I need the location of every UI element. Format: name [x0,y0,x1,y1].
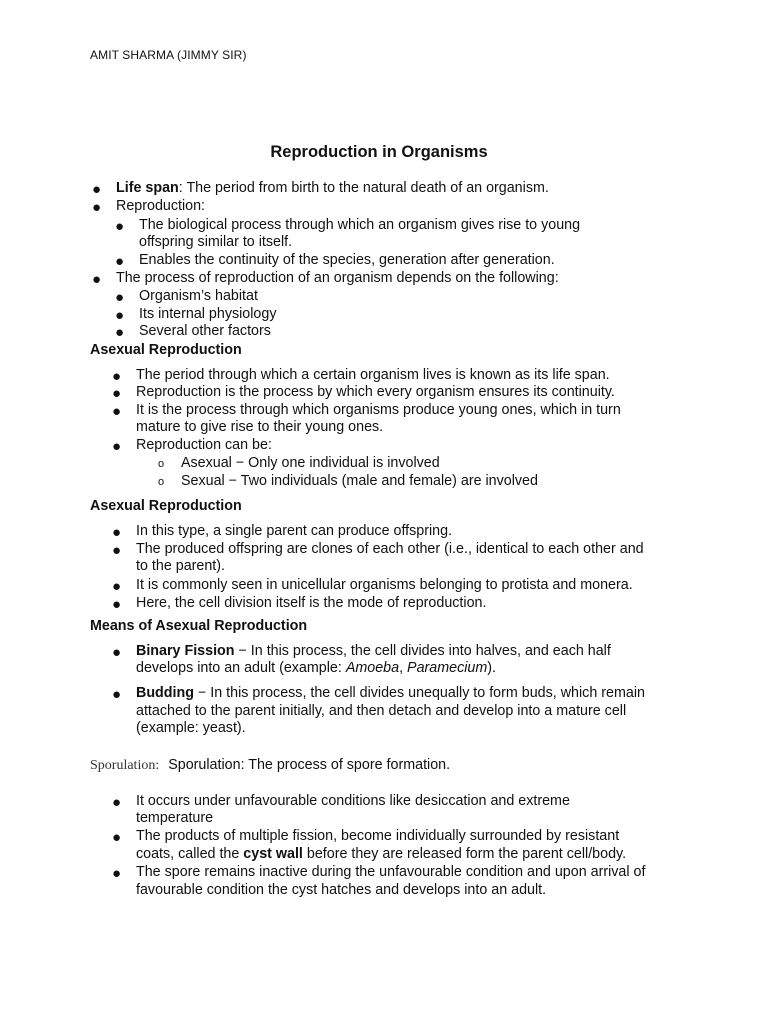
life-span-term: Life span [116,180,179,196]
bullet-icon: ● [92,199,102,216]
bullet-icon: ● [112,578,122,595]
example-separator: , [399,660,408,676]
budding-line2: attached to the parent initially, and then detach and develop into a mature cell [136,703,627,719]
section-heading: Means of Asexual Reproduction [90,618,308,634]
list-item: The period through which a certain organism lives is known as its life span. [136,367,610,383]
example-prefix: develops into an adult (example: [136,660,346,676]
bullet-icon: ● [112,403,122,420]
list-item: In this type, a single parent can produce offspring. [136,523,453,539]
bullet-icon: ● [112,794,122,811]
sporulation-label: Sporulation: [90,758,160,773]
sporulation-item3-line1: The spore remains inactive during the unfavourable condition and upon arrival of [136,864,646,880]
reproduction-sub2: Enables the continuity of the species, generation after generation. [139,252,555,268]
author-header: AMIT SHARMA (JIMMY SIR) [90,48,247,62]
section-heading: Asexual Reproduction [90,498,242,514]
sporulation-row [90,757,450,775]
sporulation-item2-line2 [136,846,626,864]
list-item-continuation: mature to give rise to their young ones. [136,419,384,435]
cyst-wall-term: cyst wall [243,846,303,862]
binary-fission-example [136,660,496,678]
reproduction-type: Asexual − Only one individual is involved [181,455,440,471]
example-amoeba: Amoeba [345,660,400,676]
bullet-icon: ● [115,307,125,324]
bullet-icon: ● [112,438,122,455]
circle-bullet-icon: o [158,476,165,488]
reproduction-sub1-line1: The biological process through which an organism gives rise to young [139,217,581,233]
list-item: Reproduction is the process by which every organism ensures its continuity. [136,384,615,400]
life-span-item [116,180,549,198]
bullet-icon: ● [112,368,122,385]
bullet-icon: ● [112,542,122,559]
example-paramecium: Paramecium [407,660,488,676]
depends-item: Organism’s habitat [139,288,258,304]
bullet-icon: ● [112,644,122,661]
bullet-icon: ● [112,686,122,703]
bullet-icon: ● [112,385,122,402]
depends-item: Several other factors [139,323,271,339]
circle-bullet-icon: o [158,458,165,470]
sporulation-item3-line2: favourable condition the cyst hatches and develops into an adult. [136,882,547,898]
bullet-icon: ● [112,596,122,613]
bullet-icon: ● [115,253,125,270]
list-item-continuation: to the parent). [136,558,226,574]
bullet-icon: ● [112,524,122,541]
page-title: Reproduction in Organisms [270,143,488,161]
list-item: It is commonly seen in unicellular organisms belonging to protista and monera. [136,577,633,593]
bullet-icon: ● [92,271,102,288]
reproduction-type: Sexual − Two individuals (male and female) are involved [181,473,538,489]
bullet-icon: ● [112,865,122,882]
sporulation-item1-line2: temperature [136,810,214,826]
budding-term: Budding [136,685,194,701]
budding-text: − In this process, the cell divides unequally to form buds, which remain [193,685,645,701]
budding-item [136,685,645,703]
bullet-icon: ● [115,324,125,341]
example-suffix: ). [487,660,497,676]
depends-label: The process of reproduction of an organism depends on the following: [116,270,559,286]
list-item: It is the process through which organisms produce young ones, which in turn [136,402,621,418]
bullet-icon: ● [92,181,102,198]
bullet-icon: ● [115,218,125,235]
list-item: The produced offspring are clones of each other (i.e., identical to each other and [136,541,644,557]
list-item: Reproduction can be: [136,437,272,453]
sporulation-item1-line1: It occurs under unfavourable conditions like desiccation and extreme [136,793,570,809]
binary-fission-text: − In this process, the cell divides into halves, and each half [234,643,611,659]
bullet-icon: ● [112,829,122,846]
binary-fission-term: Binary Fission [136,643,235,659]
bullet-icon: ● [115,289,125,306]
budding-line3: (example: yeast). [136,720,246,736]
reproduction-sub1-line2: offspring similar to itself. [139,234,293,250]
reproduction-label: Reproduction: [116,198,206,214]
cyst-suffix: before they are released form the parent cell/body. [302,846,627,862]
section-heading: Asexual Reproduction [90,342,242,358]
cyst-prefix: coats, called the [136,846,244,862]
list-item: Here, the cell division itself is the mode of reproduction. [136,595,487,611]
depends-item: Its internal physiology [139,306,277,322]
life-span-definition: : The period from birth to the natural death of an organism. [178,180,549,196]
sporulation-item2-line1: The products of multiple fission, become individually surrounded by resistant [136,828,620,844]
binary-fission-item [136,643,611,661]
sporulation-text: Sporulation: The process of spore formation. [168,757,451,773]
